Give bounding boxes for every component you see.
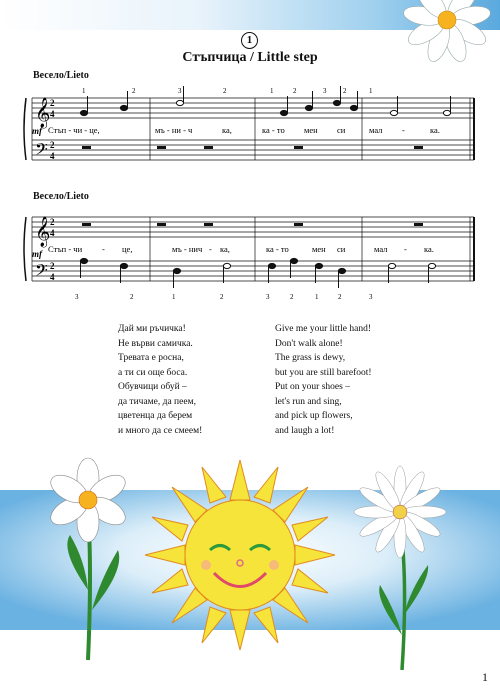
lyric-syllable: - [102,244,105,254]
music-system-1 [22,84,482,164]
fingering: 1 [82,87,86,95]
lyric-syllable: - [402,125,405,135]
sun-and-flowers-illustration [0,440,500,690]
lyric-syllable: мал [369,125,383,135]
lyric-line: let's run and sing, [275,396,342,407]
lyric-syllable: мен [312,244,326,254]
lyric-line: Обувчици обуй – [118,382,187,392]
lyric-syllable: си [337,125,346,135]
lyric-line: Don't walk alone! [275,338,343,349]
lyric-line: Дай ми ръчичка! [118,324,186,334]
lyric-syllable: мен [304,125,318,135]
svg-text:4: 4 [50,151,55,161]
svg-text:𝄢: 𝄢 [35,262,48,284]
svg-text:𝄞: 𝄞 [35,98,51,127]
fingering: 1 [270,87,274,95]
svg-text:2: 2 [50,217,55,227]
svg-text:𝄞: 𝄞 [35,217,51,246]
dynamic-mark-2: mf [32,249,42,259]
lyric-syllable: ка, [222,125,232,135]
dynamic-mark-1: mf [32,126,42,136]
lyric-syllable: ка - то [262,125,285,135]
fingering: 3 [323,87,327,95]
fingering: 2 [343,87,347,95]
lyrics-english [275,322,372,438]
svg-text:𝄢: 𝄢 [35,141,48,163]
lyric-line: да тичаме, да пеем, [118,396,196,407]
tempo-marking-2: Весело/Lieto [33,191,89,202]
fingering: 3 [75,293,79,301]
page-number: 1 [482,670,488,684]
lyric-line: цветенца да берем [118,411,193,421]
lyric-line: Give me your little hand! [275,324,372,334]
lyric-line: Не върви самичка. [118,338,193,349]
tempo-marking-1: Весело/Lieto [33,70,89,81]
lyric-syllable: мъ - ни - ч [155,125,193,135]
fingering: 1 [172,293,176,301]
fingering: 2 [290,293,294,301]
svg-text:2: 2 [50,261,55,271]
svg-text:2: 2 [50,140,55,150]
lyric-line: и много да се смеем! [118,425,203,436]
lyric-line: but you are still barefoot! [275,367,372,378]
svg-text:4: 4 [50,109,55,119]
lyric-syllable: Стъп - чи [48,244,83,254]
fingering: 3 [178,87,182,95]
lyric-syllable: мъ - нич [172,244,203,254]
fingering: 3 [369,293,373,301]
fingering: 2 [130,293,134,301]
sun-icon [145,460,335,650]
lyric-syllable: ка. [430,125,440,135]
lyric-line: Put on your shoes – [275,382,350,392]
lyric-syllable: мал [374,244,388,254]
lyric-line: and laugh a lot! [275,425,335,436]
fingering: 2 [132,87,136,95]
lyric-syllable: це, [122,244,133,254]
fingering: 1 [369,87,373,95]
page-title: Стъпчица / Little step [182,50,318,65]
lyric-syllable: ка. [424,244,434,254]
svg-text:2: 2 [50,98,55,108]
fingering: 2 [220,293,224,301]
lyric-syllable: Стъп - чи - це, [48,125,100,135]
lyric-syllable: ка - то [266,244,289,254]
svg-text:4: 4 [50,228,55,238]
lyric-line: The grass is dewy, [275,353,346,363]
fingering: 2 [293,87,297,95]
lyric-syllable: - [209,244,212,254]
fingering: 2 [223,87,227,95]
song-number-badge: 1 [241,32,258,49]
lyric-syllable: ка, [220,244,230,254]
svg-text:4: 4 [50,272,55,282]
fingering: 3 [266,293,270,301]
fingering: 2 [338,293,342,301]
lyric-line: and pick up flowers, [275,411,353,421]
lyric-syllable: - [404,244,407,254]
lyric-line: а ти си още боса. [118,367,188,378]
fingering: 1 [315,293,319,301]
music-system-2 [22,207,482,307]
lyric-line: Тревата е росна, [118,353,184,363]
lyrics-bulgarian [118,322,202,438]
lyric-syllable: си [337,244,346,254]
